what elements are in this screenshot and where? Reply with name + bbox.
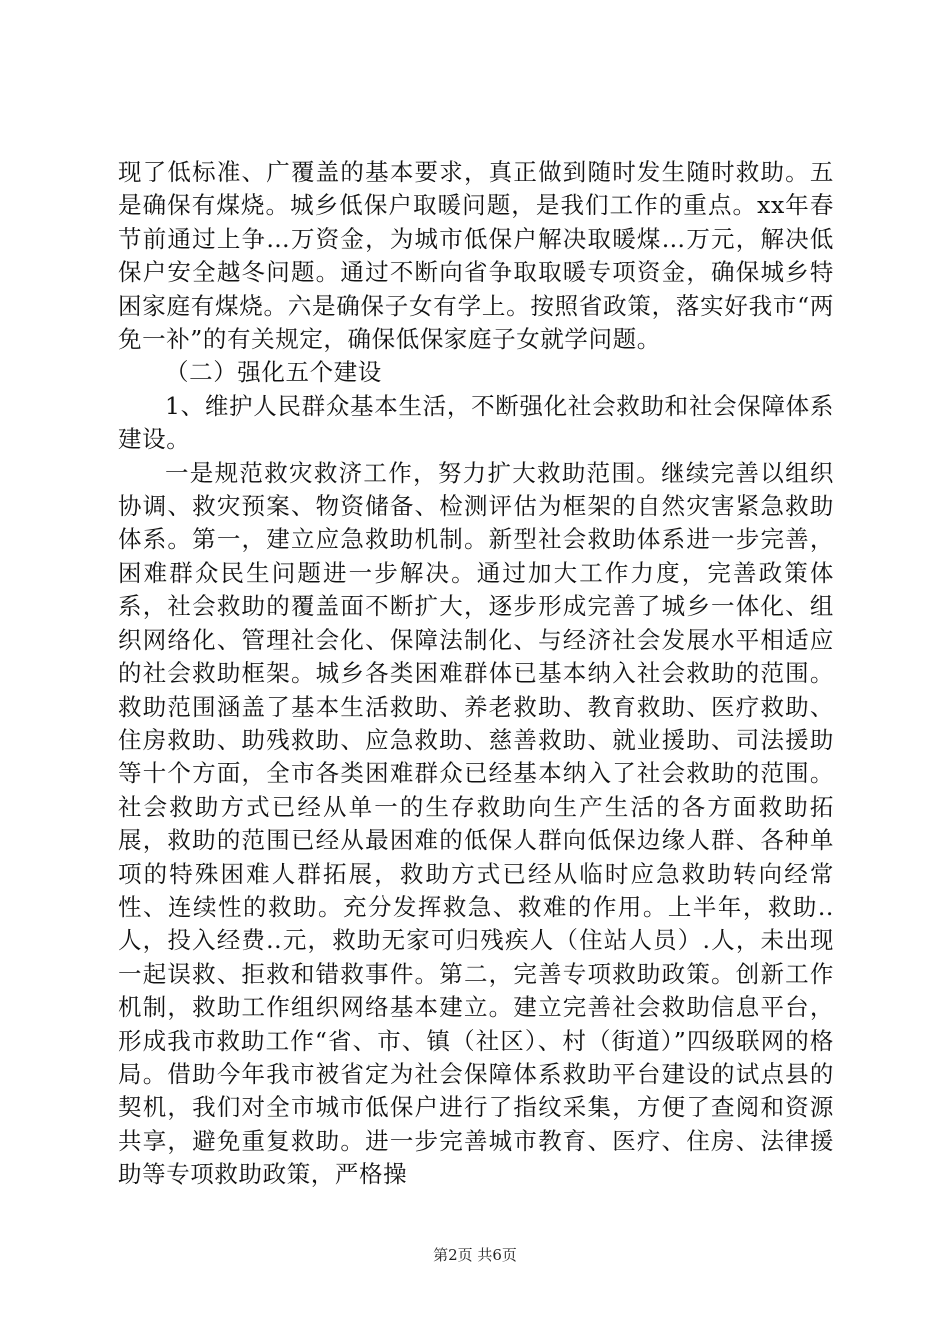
section-heading: （二）强化五个建设 [165, 358, 382, 387]
subsection-paragraph: 1、维护人民群众基本生活，不断强化社会救助和社会保障体系建设。 [118, 391, 834, 454]
body-paragraph: 一是规范救灾救济工作，努力扩大救助范围。继续完善以组织协调、救灾预案、物资储备、检测评估为框架的自然灾害紧急救助体系。第一，建立应急救助机制。新型社会救助体系进一步完善，困难群众民生问题进一步解决。通过加大工作力度，完善政策体系，社会救助的覆盖面不断扩大，逐步形成完善了城乡一体化、组织网络化、管理社会化、保障法制化、与经济社会发展水平相适应的社会救助框架。城乡各类困难群体已基本纳入社会救助的范围。救助范围涵盖了基本生活救助、养老救助、教育救助、医疗救助、住房救助、助残救助、应急救助、慈善救助、就业援助、司法援助等十个方面，全市各类困难群众已经基本纳入了社会救助的范围。社会救助方式已经从单一的生存救助向生产生活的各方面救助拓展，救助的范围已经从最困难的低保人群向低保边缘人群、各种单项的特殊困难人群拓展，救助方式已经从临时应急救助转向经常性、连续性的救助。充分发挥救急、救难的作用。上半年，救助..人，投入经费..元，救助无家可归残疾人（住站人员）.人，未出现一起误救、拒救和错救事件。第二，完善专项救助政策。创新工作机制，救助工作组织网络基本建立。建立完善社会救助信息平台，形成我市救助工作“省、市、镇（社区）、村（街道）”四级联网的格局。借助今年我市被省定为社会保障体系救助平台建设的试点县的契机，我们对全市城市低保户进行了指纹采集，方便了查阅和资源共享，避免重复救助。进一步完善城市教育、医疗、住房、法律援助等专项救助政策，严格操 [118, 458, 834, 1189]
body-paragraph: 现了低标准、广覆盖的基本要求，真正做到随时发生随时救助。五是确保有煤烧。城乡低保户取暖问题，是我们工作的重点。xx年春节前通过上争…万资金，为城市低保户解决取暖煤…万元，解决低保户安全越冬问题。通过不断向省争取取暖专项资金，确保城乡特困家庭有煤烧。六是确保子女有学上。按照省政策，落实好我市“两免一补”的有关规定，确保低保家庭子女就学问题。 [118, 158, 834, 354]
page-footer: 第2页 共6页 [433, 1246, 517, 1264]
document-body [118, 156, 834, 1192]
